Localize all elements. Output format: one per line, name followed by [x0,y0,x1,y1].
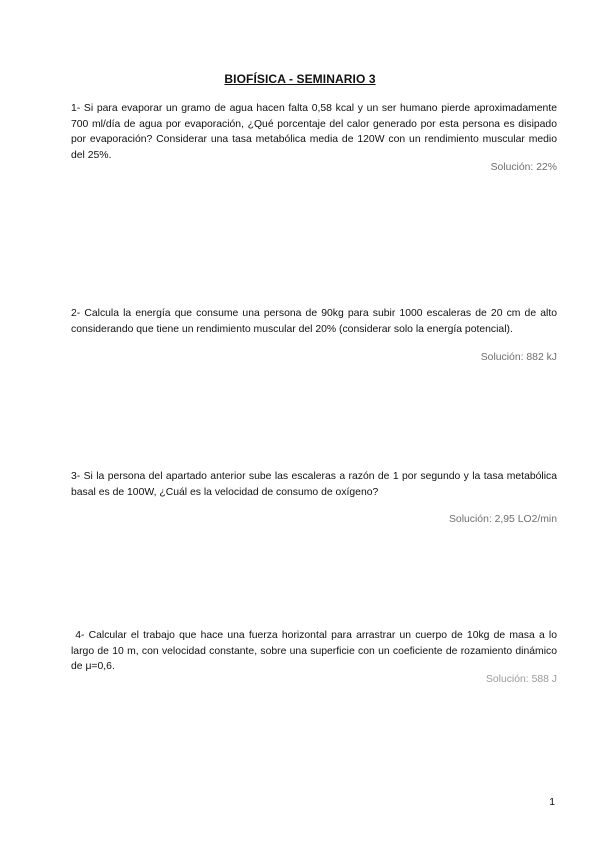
document-title: BIOFÍSICA - SEMINARIO 3 [224,72,376,86]
problem-3-solution: Solución: 2,95 LO2/min [448,514,557,525]
problem-2-text: 2- Calcula la energía que consume una persona de 90kg para subir 1000 escaleras de 20 cm de alto considerando que tiene un rendimiento muscular del 20% (considerar solo la energía potencial). [71,308,557,335]
page-number: 1 [549,797,555,808]
problem-2-solution: Solución: 882 kJ [480,352,557,363]
problem-1-solution: Solución: 22% [490,162,557,173]
problem-1-text: 1- Si para evaporar un gramo de agua hacen falta 0,58 kcal y un ser humano pierde aproximadamente 700 ml/día de agua por evaporación, ¿Qué porcentaje del calor generado por esta persona es disipado por evaporación? Considerar una tasa metabólica media de 120W con un rendimiento muscular medio del 25%. [71,103,557,161]
problem-3-text: 3- Si la persona del apartado anterior sube las escaleras a razón de 1 por segundo y la tasa metabólica basal es de 100W, ¿Cuál es la velocidad de consumo de oxígeno? [71,471,557,498]
problem-4-text: 4- Calcular el trabajo que hace una fuerza horizontal para arrastrar un cuerpo de 10kg de masa a lo largo de 10 m, con velocidad constante, sobre una superficie con un coeficiente de rozamiento dinámico de μ=0,6. [71,630,560,672]
problem-4-solution: Solución: 588 J [485,674,557,685]
